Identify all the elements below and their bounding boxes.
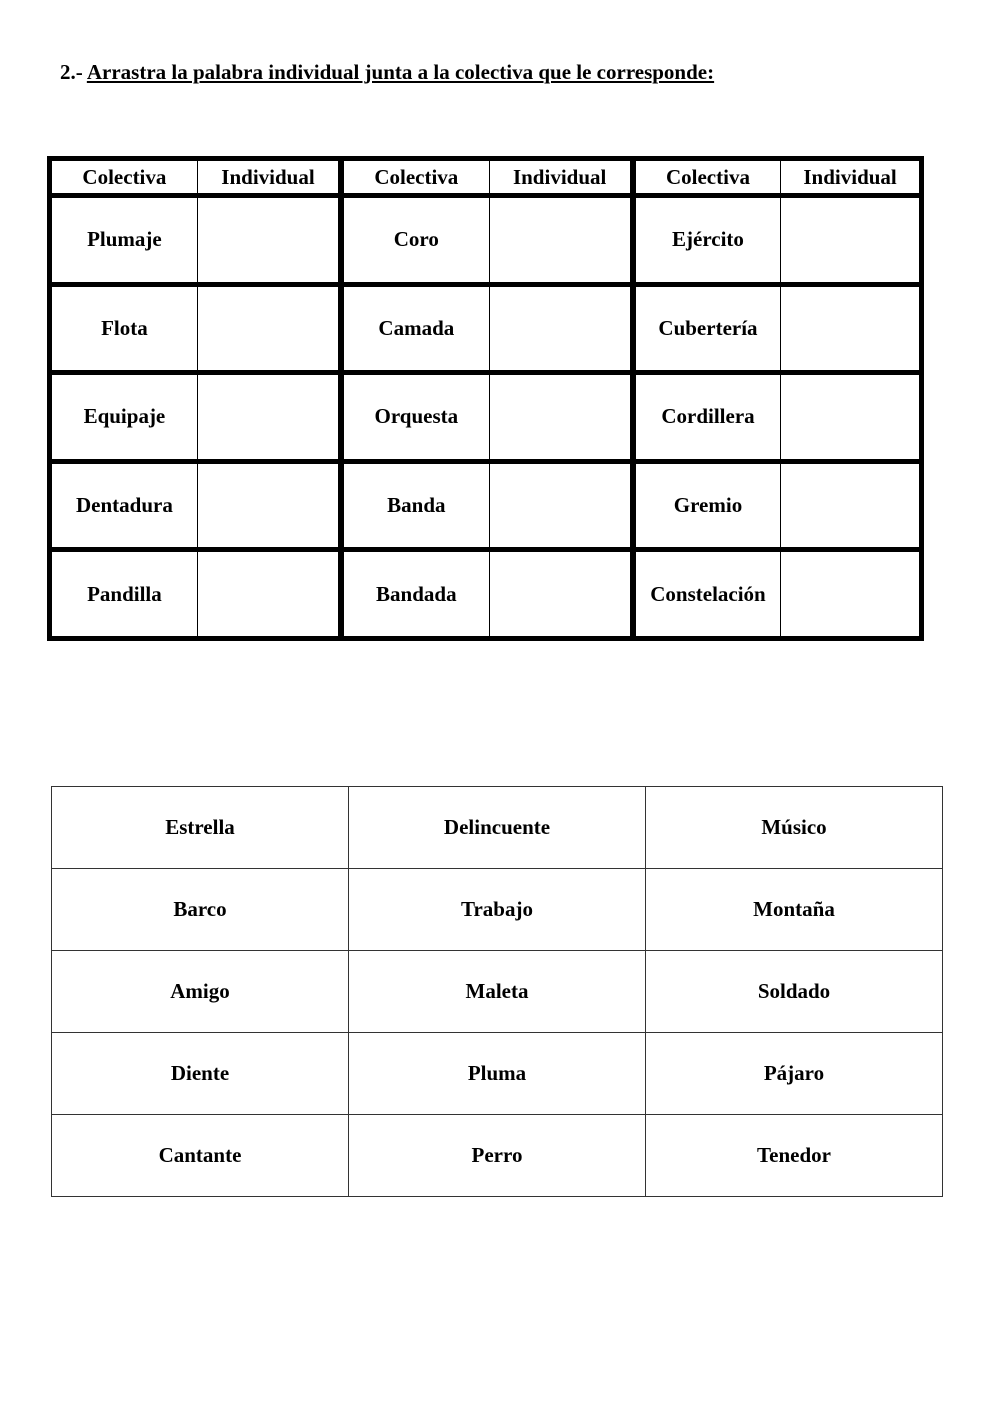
table-row bbox=[50, 550, 922, 639]
table-row bbox=[50, 284, 922, 373]
drop-slot[interactable] bbox=[197, 284, 341, 373]
collective-word: Bandada bbox=[341, 550, 489, 639]
collective-word: Coro bbox=[341, 196, 489, 285]
drop-slot[interactable] bbox=[489, 461, 633, 550]
collective-word: Gremio bbox=[633, 461, 781, 550]
drop-slot[interactable] bbox=[489, 550, 633, 639]
collective-word: Ejército bbox=[633, 196, 781, 285]
draggable-word[interactable]: Delincuente bbox=[349, 787, 646, 869]
collective-word: Equipaje bbox=[50, 373, 198, 462]
drop-slot[interactable] bbox=[489, 373, 633, 462]
word-bank bbox=[51, 786, 943, 1197]
drop-slot[interactable] bbox=[197, 196, 341, 285]
collective-word: Pandilla bbox=[50, 550, 198, 639]
draggable-word[interactable]: Perro bbox=[349, 1115, 646, 1197]
drop-slot[interactable] bbox=[781, 373, 922, 462]
header-colectiva: Colectiva bbox=[633, 159, 781, 196]
collective-word: Cubertería bbox=[633, 284, 781, 373]
table-row bbox=[52, 1115, 943, 1197]
drop-slot[interactable] bbox=[781, 461, 922, 550]
table-row bbox=[52, 1033, 943, 1115]
page-title bbox=[60, 60, 714, 85]
header-row bbox=[50, 159, 922, 196]
header-colectiva: Colectiva bbox=[50, 159, 198, 196]
table-row bbox=[52, 787, 943, 869]
header-colectiva: Colectiva bbox=[341, 159, 489, 196]
draggable-word[interactable]: Diente bbox=[52, 1033, 349, 1115]
collective-word: Camada bbox=[341, 284, 489, 373]
title-number: 2.- bbox=[60, 60, 83, 84]
header-individual: Individual bbox=[781, 159, 922, 196]
collective-word: Plumaje bbox=[50, 196, 198, 285]
draggable-word[interactable]: Músico bbox=[646, 787, 943, 869]
collective-word: Orquesta bbox=[341, 373, 489, 462]
draggable-word[interactable]: Amigo bbox=[52, 951, 349, 1033]
collective-word: Flota bbox=[50, 284, 198, 373]
drop-slot[interactable] bbox=[489, 196, 633, 285]
drop-slot[interactable] bbox=[197, 373, 341, 462]
matching-table bbox=[47, 156, 924, 641]
draggable-word[interactable]: Pájaro bbox=[646, 1033, 943, 1115]
drop-slot[interactable] bbox=[197, 461, 341, 550]
draggable-word[interactable]: Cantante bbox=[52, 1115, 349, 1197]
draggable-word[interactable]: Estrella bbox=[52, 787, 349, 869]
draggable-word[interactable]: Tenedor bbox=[646, 1115, 943, 1197]
table-row bbox=[52, 869, 943, 951]
title-instruction: Arrastra la palabra individual junta a la colectiva que le corresponde: bbox=[86, 60, 715, 84]
draggable-word[interactable]: Maleta bbox=[349, 951, 646, 1033]
drop-slot[interactable] bbox=[781, 550, 922, 639]
header-individual: Individual bbox=[489, 159, 633, 196]
draggable-word[interactable]: Barco bbox=[52, 869, 349, 951]
drop-slot[interactable] bbox=[197, 550, 341, 639]
drop-slot[interactable] bbox=[781, 284, 922, 373]
draggable-word[interactable]: Montaña bbox=[646, 869, 943, 951]
table-row bbox=[52, 951, 943, 1033]
drop-slot[interactable] bbox=[781, 196, 922, 285]
collective-word: Constelación bbox=[633, 550, 781, 639]
collective-word: Dentadura bbox=[50, 461, 198, 550]
collective-word: Cordillera bbox=[633, 373, 781, 462]
table-row bbox=[50, 461, 922, 550]
collective-word: Banda bbox=[341, 461, 489, 550]
draggable-word[interactable]: Trabajo bbox=[349, 869, 646, 951]
table-row bbox=[50, 196, 922, 285]
table-row bbox=[50, 373, 922, 462]
draggable-word[interactable]: Soldado bbox=[646, 951, 943, 1033]
draggable-word[interactable]: Pluma bbox=[349, 1033, 646, 1115]
header-individual: Individual bbox=[197, 159, 341, 196]
drop-slot[interactable] bbox=[489, 284, 633, 373]
